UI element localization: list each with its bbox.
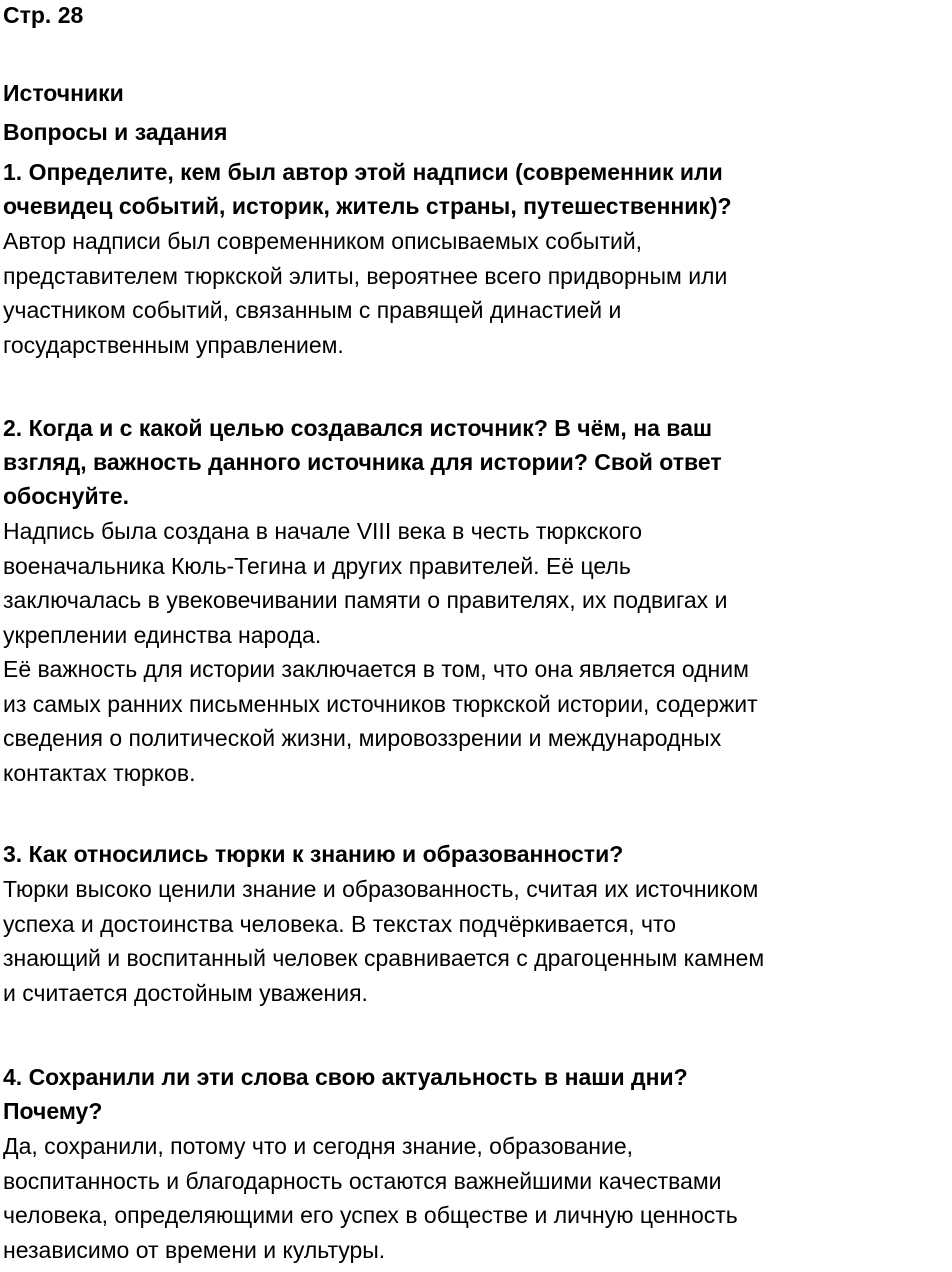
answer-line: независимо от времени и культуры. bbox=[3, 1236, 386, 1263]
answer-line: Да, сохранили, потому что и сегодня знание, образование, bbox=[3, 1133, 634, 1159]
question-text bbox=[3, 837, 951, 871]
answer-line: представителем тюркской элиты, вероятнее всего придворным или bbox=[3, 262, 728, 289]
question-line: 3. Как относились тюрки к знанию и образованности? bbox=[3, 841, 624, 867]
question-line: Почему? bbox=[3, 1098, 103, 1124]
section-title-sources: Источники bbox=[3, 80, 124, 106]
question-line: обоснуйте. bbox=[3, 483, 130, 509]
answer-line: человека, определяющими его успех в обществе и личную ценность bbox=[3, 1202, 738, 1228]
answer-line: участником событий, связанным с правящей династией и bbox=[3, 297, 622, 323]
answer-line: Её важность для истории заключается в том, что она является одним bbox=[3, 656, 749, 682]
answer-line: военачальника Кюль-Тегина и других правителей. Её цель bbox=[3, 552, 631, 579]
answer-line: успеха и достоинства человека. В текстах подчёркивается, что bbox=[3, 910, 677, 937]
answer-text bbox=[3, 872, 951, 1010]
question-line: очевидец событий, историк, житель страны, путешественник)? bbox=[3, 193, 732, 219]
answer-line: контактах тюрков. bbox=[3, 759, 196, 786]
answer-text bbox=[3, 1129, 951, 1267]
question-block-1 bbox=[3, 155, 951, 362]
question-text bbox=[3, 1060, 951, 1128]
question-block-2 bbox=[3, 411, 951, 790]
answer-line: Надпись была создана в начале VIII века в честь тюркского bbox=[3, 518, 643, 544]
question-block-4 bbox=[3, 1060, 951, 1267]
answer-line: знающий и воспитанный человек сравнивается с драгоценным камнем bbox=[3, 945, 765, 971]
answer-text bbox=[3, 224, 951, 362]
section-title-tasks: Вопросы и задания bbox=[3, 119, 228, 145]
answer-line: Автор надписи был современником описываемых событий, bbox=[3, 228, 643, 254]
question-text bbox=[3, 155, 951, 223]
answer-text bbox=[3, 514, 951, 790]
answer-line: сведения о политической жизни, мировоззрении и международных bbox=[3, 725, 722, 751]
answer-line: и считается достойным уважения. bbox=[3, 979, 368, 1006]
answer-line: государственным управлением. bbox=[3, 331, 344, 358]
question-line: 1. Определите, кем был автор этой надписи (современник или bbox=[3, 159, 723, 185]
question-block-3 bbox=[3, 837, 951, 1010]
answer-line: Тюрки высоко ценили знание и образованность, считая их источником bbox=[3, 876, 759, 902]
question-text bbox=[3, 411, 951, 513]
question-line: 2. Когда и с какой целью создавался источник? В чём, на ваш bbox=[3, 415, 713, 441]
question-line: 4. Сохранили ли эти слова свою актуальность в наши дни? bbox=[3, 1064, 688, 1090]
answer-line: заключалась в увековечивании памяти о правителях, их подвигах и bbox=[3, 587, 728, 613]
page-number: Стр. 28 bbox=[3, 2, 84, 28]
answer-line: укреплении единства народа. bbox=[3, 621, 322, 648]
answer-line: из самых ранних письменных источников тюркской истории, содержит bbox=[3, 690, 758, 717]
answer-line: воспитанность и благодарность остаются важнейшими качествами bbox=[3, 1167, 722, 1194]
question-line: взгляд, важность данного источника для истории? Свой ответ bbox=[3, 449, 722, 475]
